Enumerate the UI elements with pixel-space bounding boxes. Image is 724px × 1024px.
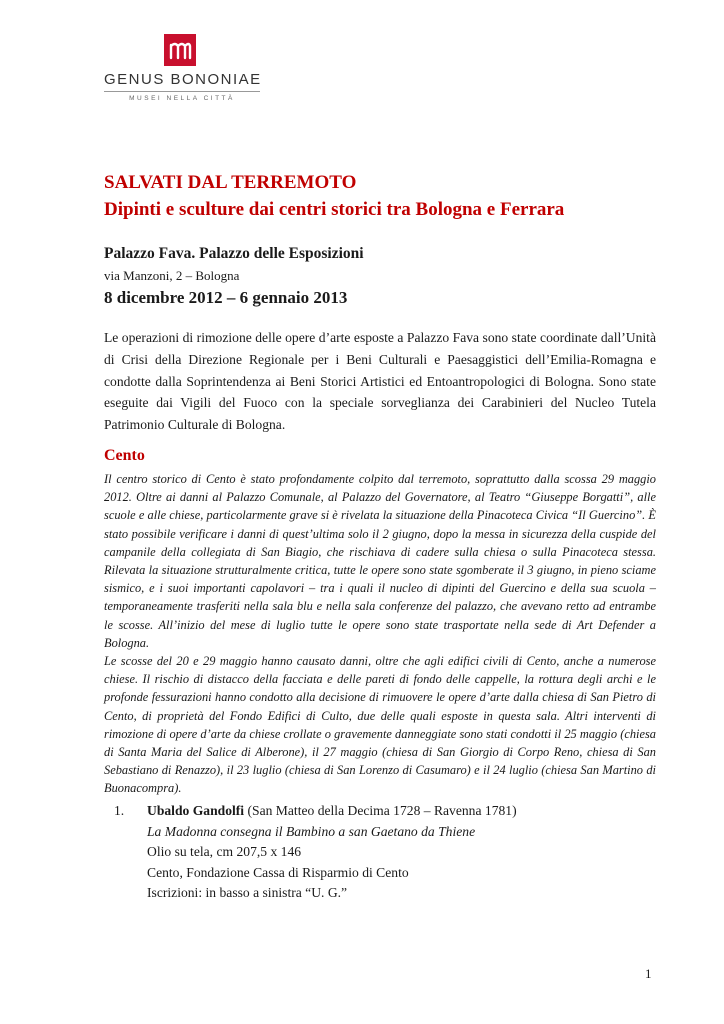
genus-bononiae-logo-icon [164,34,196,66]
artwork-entry [114,801,654,904]
section-text [104,470,656,798]
page-number: 1 [645,966,652,981]
entry-inscription: Iscrizioni: in basso a sinistra “U. G.” [147,885,348,901]
exhibition-dates: 8 dicembre 2012 – 6 gennaio 2013 [104,288,348,307]
entry-location: Cento, Fondazione Cassa di Risparmio di Cento [147,864,409,880]
entry-author-dates: (San Matteo della Decima 1728 – Ravenna 1781) [244,803,517,818]
entry-title: La Madonna consegna il Bambino a san Gaetano da Thiene [147,823,476,839]
logo-tagline: MUSEI NELLA CITTÀ [129,95,235,102]
section-heading: Cento [104,447,145,464]
entry-author-line [147,801,654,822]
document-title: SALVATI DAL TERREMOTO [104,172,357,193]
venue-name: Palazzo Fava. Palazzo delle Esposizioni [104,245,364,262]
entry-medium: Olio su tela, cm 207,5 x 146 [147,844,302,860]
section-paragraph-2: Le scosse del 20 e 29 maggio hanno causato danni, oltre che agli edifici civili di Cento, anche a numerose chiese. Il rischio di distacco della facciata e delle pareti di fondo delle cappelle, la rottura degli archi e le profonde fessurazioni hanno condotto alla decisione di rimuovere le opere d’arte dalla chiesa di San Pietro di Cento, di proprietà del Fondo Edifici di Culto, due delle quali esposte in questa sala. Altri interventi di rimozione di opere d’arte da chiese crollate o gravemente danneggiate sono stati condotti il 25 maggio (chiesa di Santa Maria del Salice di Alberone), il 27 maggio (chiesa di San Giorgio di Corpo Reno, chiesa di San Sebastiano di Renazzo), il 23 luglio (chiesa di San Lorenzo di Casumaro) e il 24 luglio (chiesa San Martino di Buonacompra). [104,654,656,796]
intro-paragraph: Le operazioni di rimozione delle opere d’arte esposte a Palazzo Fava sono state coordinate dall’Unità di Crisi della Direzione Regionale per i Beni Culturali e Paesaggistici dell’Emilia-Romagna e condotte dalla Soprintendenza ai Beni Storici Artistici ed Entoantropologici di Bologna. Sono state eseguite dai Vigili del Fuoco con la speciale sorveglianza dei Carabinieri del Nucleo Tutela Patrimonio Culturale di Bologna. [104,330,656,433]
entry-author: Ubaldo Gandolfi [147,803,245,818]
entry-number: 1. [114,803,125,818]
document-subtitle: Dipinti e sculture dai centri storici tra Bologna e Ferrara [104,199,565,220]
genus-bononiae-logo [104,34,260,102]
logo-name: GENUS BONONIAE [104,71,260,92]
venue-address: via Manzoni, 2 – Bologna [104,268,240,283]
entry-details [147,801,654,904]
section-paragraph-1: Il centro storico di Cento è stato profondamente colpito dal terremoto, soprattutto dalla scossa 29 maggio 2012. Oltre ai danni al Palazzo Comunale, al Palazzo del Governatore, al Teatro “Giuseppe Borgatti”, alle scuole e alle chiese, particolarmente grave si è rivelata la situazione della Pinacoteca Civica “Il Guercino”. È stato possibile verificare i danni di quest’ultima solo il 2 giugno, dopo la messa in sicurezza della cuspide del campanile della collegiata di San Biagio, che rischiava di cadere sulla chiesa o sulla Pinacoteca stessa. Rilevata la situazione strutturalmente critica, tutte le opere sono state sgomberate il 3 giugno, in pieno sciame sismico, e i suoi importanti capolavori – tra i quali il nucleo di dipinti del Guercino e della sua scuola – temporaneamente trasferiti nella sala blu e nella sala conferenze del palazzo, che avevano retto ad entrambe le scosse. All’inizio del mese di luglio tutte le opere sono state trasportate nella sede di Art Defender a Bologna. [104,472,656,650]
